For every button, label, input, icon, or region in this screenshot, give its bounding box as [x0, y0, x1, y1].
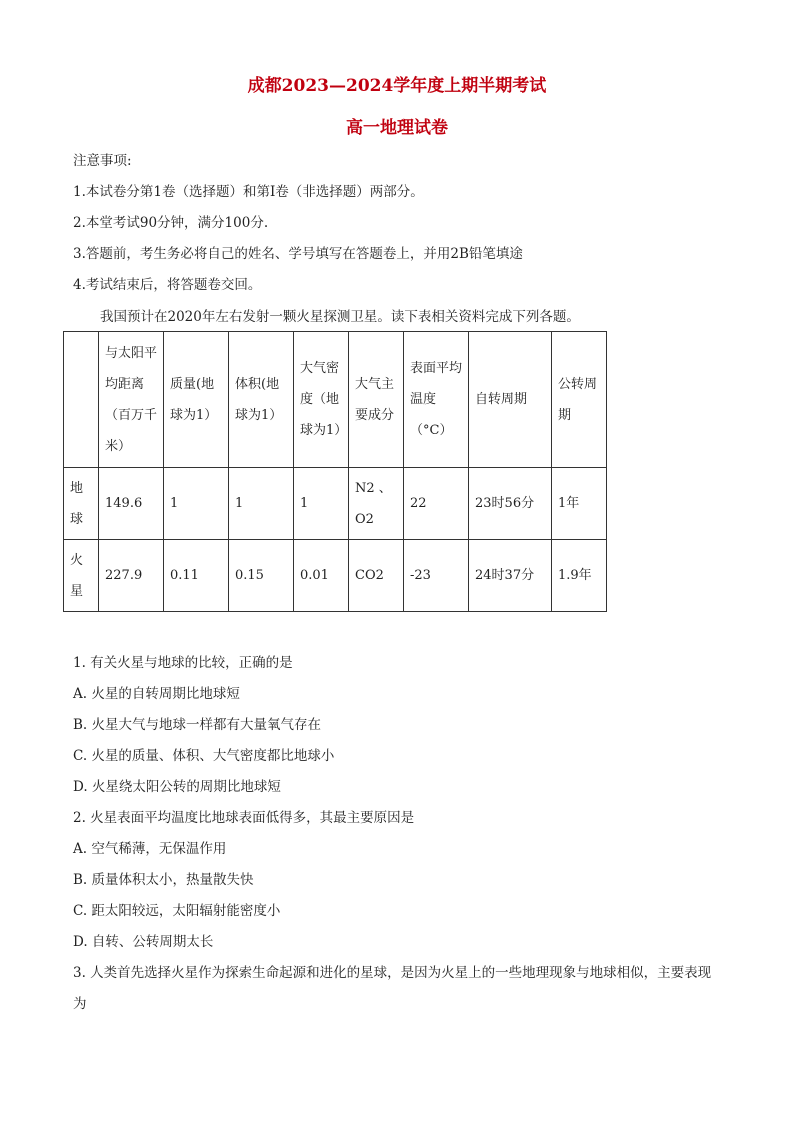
table-cell: 24时37分 [469, 540, 552, 612]
table-header-cell: 表面平均温度（°C） [404, 332, 469, 468]
table-cell: 0.01 [294, 540, 349, 612]
question-2-option-b: B. 质量体积太小，热量散失快 [73, 872, 254, 888]
table-header-cell: 自转周期 [469, 332, 552, 468]
question-2-option-a: A. 空气稀薄，无保温作用 [73, 841, 227, 857]
table-cell: 0.11 [164, 540, 229, 612]
question-3-stem: 3. 人类首先选择火星作为探索生命起源和进化的星球，是因为火星上的一些地理现象与地球相似，主要表现为 [73, 965, 712, 1012]
question-2-option-c: C. 距太阳较远，太阳辐射能密度小 [73, 903, 281, 919]
table-header-cell: 大气主要成分 [349, 332, 404, 468]
table-cell: 0.15 [229, 540, 294, 612]
exam-title: 成都2023—2024学年度上期半期考试 [247, 76, 547, 96]
table-cell: -23 [404, 540, 469, 612]
table-cell: 1 [294, 468, 349, 540]
table-header-cell: 体积(地球为1） [229, 332, 294, 468]
question-1-option-d: D. 火星绕太阳公转的周期比地球短 [73, 779, 281, 795]
table-row-mars [64, 540, 607, 612]
table-cell: 23时56分 [469, 468, 552, 540]
exam-subtitle: 高一地理试卷 [346, 118, 448, 138]
table-header-cell [64, 332, 99, 468]
table-header-cell: 与太阳平均距离（百万千米） [99, 332, 164, 468]
question-1-option-a: A. 火星的自转周期比地球短 [73, 686, 240, 702]
table-cell: 227.9 [99, 540, 164, 612]
table-header-cell: 公转周期 [552, 332, 607, 468]
table-cell: 火星 [64, 540, 99, 612]
question-1-option-b: B. 火星大气与地球一样都有大量氧气存在 [73, 717, 322, 733]
table-header-row [64, 332, 607, 468]
note-2: 2.本堂考试90分钟，满分100分. [73, 215, 269, 231]
table-cell: 22 [404, 468, 469, 540]
table-cell: CO2 [349, 540, 404, 612]
note-3: 3.答题前，考生务必将自己的姓名、学号填写在答题卷上，并用2B铅笔填途 [73, 246, 523, 262]
note-1: 1.本试卷分第1卷（选择题）和第I卷（非选择题）两部分。 [73, 184, 424, 200]
table-cell: 149.6 [99, 468, 164, 540]
question-2-stem: 2. 火星表面平均温度比地球表面低得多，其最主要原因是 [73, 810, 415, 826]
table-cell: 1.9年 [552, 540, 607, 612]
table-cell: 1年 [552, 468, 607, 540]
question-2-option-d: D. 自转、公转周期太长 [73, 934, 214, 950]
table-cell: 1 [164, 468, 229, 540]
reading-intro: 我国预计在2020年左右发射一颗火星探测卫星。读下表相关资料完成下列各题。 [100, 309, 580, 325]
table-cell: N2 、O2 [349, 468, 404, 540]
table-header-cell: 大气密度（地球为1） [294, 332, 349, 468]
table-cell: 1 [229, 468, 294, 540]
table-header-cell: 质量(地球为1） [164, 332, 229, 468]
question-1-stem: 1. 有关火星与地球的比较，正确的是 [73, 655, 293, 671]
table-cell: 地球 [64, 468, 99, 540]
table-row-earth [64, 468, 607, 540]
planet-data-table [63, 331, 607, 612]
question-1-option-c: C. 火星的质量、体积、大气密度都比地球小 [73, 748, 335, 764]
notes-heading: 注意事项: [73, 153, 132, 169]
note-4: 4.考试结束后，将答题卷交回。 [73, 277, 262, 293]
